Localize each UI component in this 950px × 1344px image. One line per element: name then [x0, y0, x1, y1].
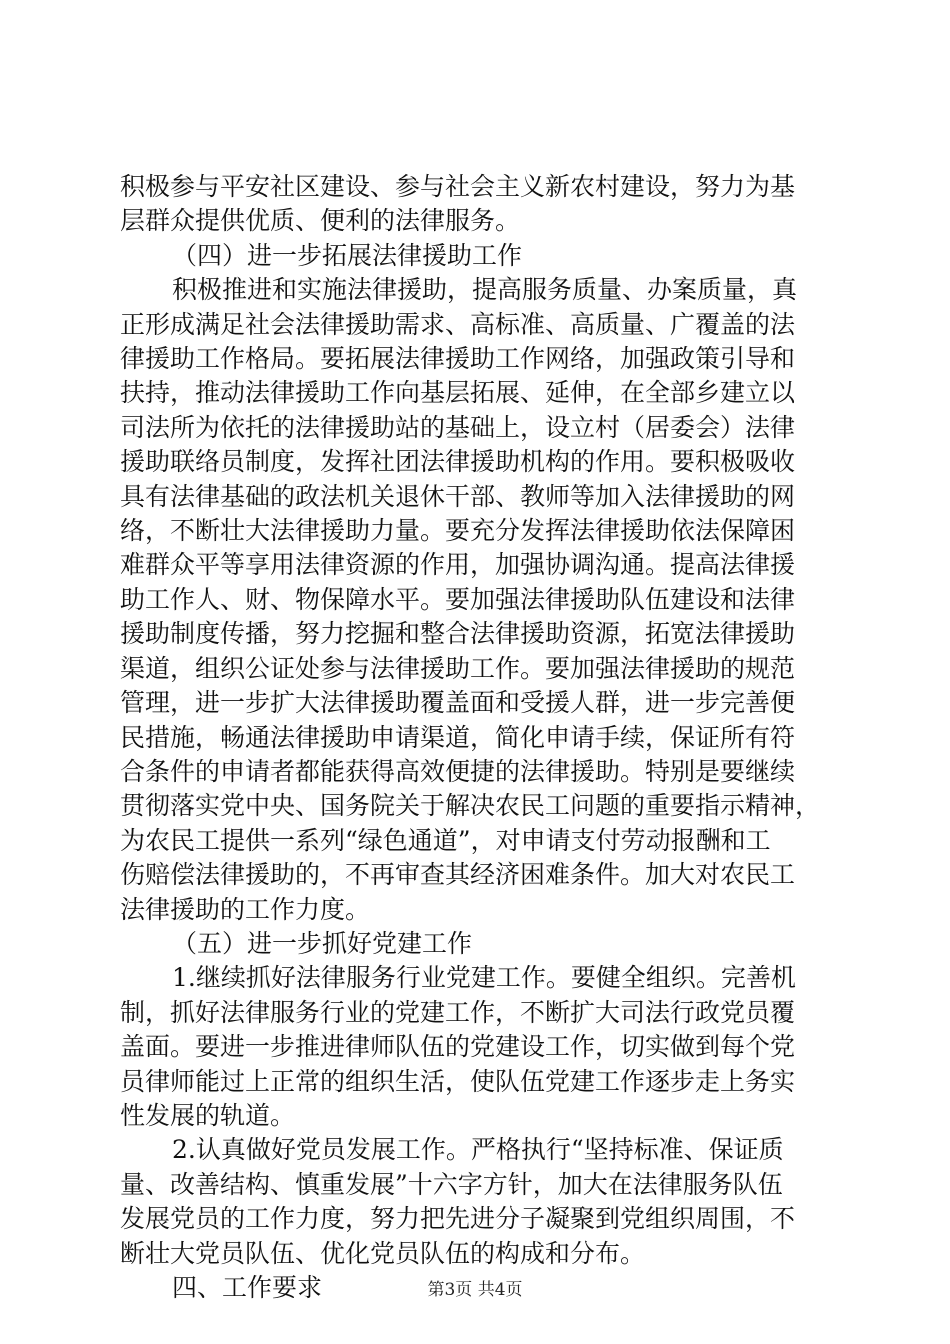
text-line: 2.认真做好党员发展工作。严格执行“坚持标准、保证质 [172, 1135, 784, 1165]
text-line: （四）进一步拓展法律援助工作 [172, 240, 523, 270]
text-line: 性发展的轨道。 [120, 1100, 296, 1130]
text-line: 司法所为依托的法律援助站的基础上，设立村（居委会）法律 [120, 412, 796, 442]
text-line: 难群众平等享用法律资源的作用，加强协调沟通。提高法律援 [120, 550, 796, 580]
heading-section-5 [120, 927, 840, 961]
text-line: 为农民工提供一系列“绿色通道”，对申请支付劳动报酬和工 [120, 825, 771, 855]
text-line: 1.继续抓好法律服务行业党建工作。要健全组织。完善机 [172, 963, 796, 993]
paragraph-item-2 [120, 1133, 840, 1271]
heading-section-4 [120, 239, 840, 273]
text-line: 具有法律基础的政法机关退休干部、教师等加入法律援助的网 [120, 481, 796, 511]
text-line: 助工作人、财、物保障水平。要加强法律援助队伍建设和法律 [120, 584, 796, 614]
text-line: 伤赔偿法律援助的，不再审查其经济困难条件。加大对农民工 [120, 860, 796, 890]
document-body [120, 170, 840, 1305]
paragraph-continuation [120, 170, 840, 239]
paragraph-legal-aid [120, 273, 840, 927]
text-line: 渠道，组织公证处参与法律援助工作。要加强法律援助的规范 [120, 653, 796, 683]
text-line: 制，抓好法律服务行业的党建工作，不断扩大司法行政党员覆 [120, 997, 796, 1027]
text-line: 法律援助的工作力度。 [120, 894, 371, 924]
text-line: 络，不断壮大法律援助力量。要充分发挥法律援助依法保障困 [120, 516, 796, 546]
text-line: 合条件的申请者都能获得高效便捷的法律援助。特别是要继续 [120, 756, 796, 786]
text-line: 积极推进和实施法律援助，提高服务质量、办案质量，真 [172, 275, 798, 305]
text-line: 正形成满足社会法律援助需求、高标准、高质量、广覆盖的法 [120, 309, 796, 339]
text-line: 援助联络员制度，发挥社团法律援助机构的作用。要积极吸收 [120, 447, 796, 477]
text-line: （五）进一步抓好党建工作 [172, 928, 473, 958]
text-line: 断壮大党员队伍、优化党员队伍的构成和分布。 [120, 1238, 646, 1268]
text-line: 援助制度传播，努力挖掘和整合法律援助资源，拓宽法律援助 [120, 619, 796, 649]
text-line: 贯彻落实党中央、国务院关于解决农民工问题的重要指示精神， [120, 791, 821, 821]
paragraph-item-1 [120, 961, 840, 1133]
text-line: 民措施，畅通法律援助申请渠道，简化申请手续，保证所有符 [120, 722, 796, 752]
text-line: 积极参与平安社区建设、参与社会主义新农村建设，努力为基 [120, 172, 796, 201]
text-line: 量、改善结构、慎重发展”十六字方针，加大在法律服务队伍 [120, 1169, 783, 1199]
text-line: 层群众提供优质、便利的法律服务。 [120, 206, 521, 236]
text-line: 盖面。要进一步推进律师队伍的党建设工作，切实做到每个党 [120, 1032, 796, 1062]
text-line: 四、工作要求 [172, 1273, 323, 1302]
text-line: 员律师能过上正常的组织生活，使队伍党建工作逐步走上务实 [120, 1066, 796, 1096]
text-line: 扶持，推动法律援助工作向基层拓展、延伸，在全部乡建立以 [120, 378, 796, 408]
text-line: 律援助工作格局。要拓展法律援助工作网络，加强政策引导和 [120, 344, 796, 374]
text-line: 管理，进一步扩大法律援助覆盖面和受援人群，进一步完善便 [120, 688, 796, 718]
page-footer: 第3页 共4页 [427, 1280, 523, 1300]
text-line: 发展党员的工作力度，努力把先进分子凝聚到党组织周围，不 [120, 1204, 796, 1234]
